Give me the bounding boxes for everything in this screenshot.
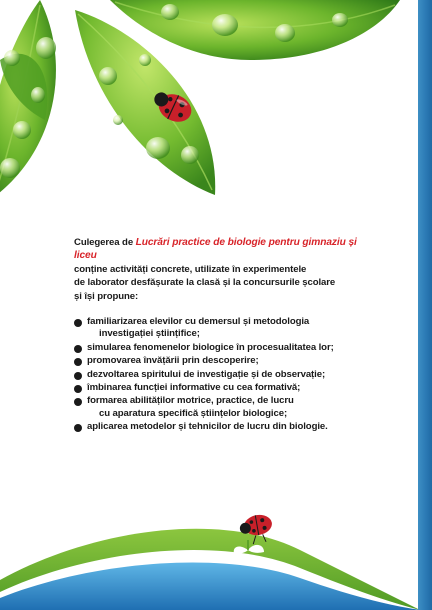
intro-line-4: și își propune: <box>74 290 139 302</box>
bullet-icon <box>74 424 82 432</box>
leaf-right <box>110 0 400 60</box>
list-item: simularea fenomenelor biologice în procesualitatea lor; <box>74 342 374 354</box>
bullet-icon <box>74 345 82 353</box>
list-item: îmbinarea funcției informative cu cea formativă; <box>74 382 374 394</box>
list-item: promovarea învățării prin descoperire; <box>74 355 374 367</box>
book-title: Lucrări practice de biologie pentru gimnaziu și liceu <box>74 237 357 262</box>
list-item: formarea abilităților motrice, practice, de lucru cu aparatura specifică științelor biologice; <box>74 395 374 420</box>
bullet-icon <box>74 358 82 366</box>
intro-line-3: de laborator desfășurate la clasă și la concursurile școlare <box>74 277 336 289</box>
description-block <box>74 236 374 435</box>
list-item: aplicarea metodelor și tehnicilor de lucru din biologie. <box>74 421 374 433</box>
goals-list <box>74 316 374 434</box>
hill-illustration <box>0 470 420 610</box>
list-item: familiarizarea elevilor cu demersul și metodologia investigației științifice; <box>74 316 374 341</box>
intro-line-2: conține activități concrete, utilizate în experimentele <box>74 263 307 275</box>
intro-paragraph <box>74 236 374 303</box>
intro-prefix: Culegerea de <box>74 237 136 248</box>
bullet-icon <box>74 319 82 327</box>
bullet-icon <box>74 385 82 393</box>
bullet-icon <box>74 372 82 380</box>
cover-spine <box>418 0 432 610</box>
bullet-icon <box>74 398 82 406</box>
leaves-illustration <box>0 0 420 220</box>
list-item: dezvoltarea spiritului de investigație și de observație; <box>74 369 374 381</box>
